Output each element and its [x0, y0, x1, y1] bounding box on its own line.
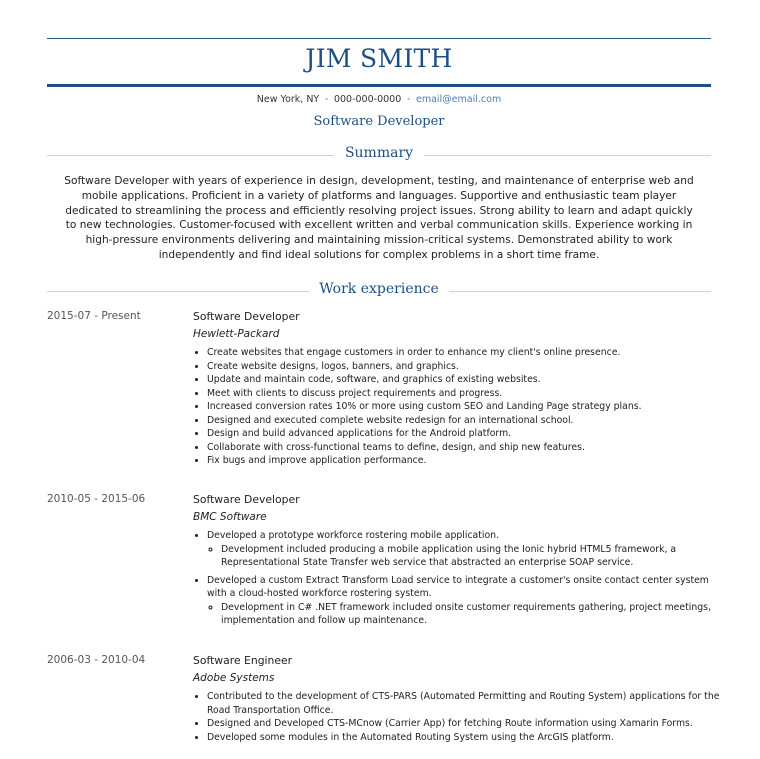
job-bullets — [193, 346, 725, 468]
list-item: • Update and maintain code, software, and graphics of existing websites. — [207, 373, 725, 387]
job-bullets — [193, 529, 725, 632]
list-item: • Meet with clients to discuss project requirements and progress. — [207, 387, 725, 401]
list-item: • Create website designs, logos, banners, and graphics. — [207, 360, 725, 374]
job-dates: 2015-07 - Present — [47, 310, 141, 322]
list-item: • Developed some modules in the Automated Routing System using the ArcGIS platform. — [207, 731, 725, 745]
experience-section-heading — [47, 281, 711, 301]
list-item — [207, 529, 725, 570]
summary-section-heading — [47, 145, 711, 165]
job-dates: 2006-03 - 2010-04 — [47, 654, 146, 666]
list-item: ◦ Development in C# .NET framework included onsite customer requirements gathering, project meetings, implementation and follow up maintenance. — [221, 601, 725, 628]
list-item: • Increased conversion rates 10% or more using custom SEO and Landing Page strategy plans. — [207, 400, 725, 414]
list-item — [207, 574, 725, 628]
phone: 000-000-0000 — [333, 94, 402, 105]
candidate-name: JIM SMITH — [305, 44, 453, 73]
summary-heading: Summary — [335, 145, 423, 161]
list-item: • Designed and Developed CTS-MCnow (Carrier App) for fetching Route information using Xamarin Forms. — [207, 717, 725, 731]
list-item: • Contributed to the development of CTS-PARS (Automated Permitting and Routing System) applications for the Road Transportation Office. — [207, 690, 725, 717]
job-title: Software Developer — [193, 310, 300, 323]
list-item: • Create websites that engage customers in order to enhance my client's online presence. — [207, 346, 725, 360]
professional-headline: Software Developer — [313, 114, 445, 129]
job-company: Adobe Systems — [193, 672, 275, 684]
name-rule — [47, 84, 711, 87]
list-item: • Design and build advanced applications for the Android platform. — [207, 427, 725, 441]
bullet-text: Developed a custom Extract Transform Load service to integrate a customer's onsite contact center system with a cloud-hosted workforce rostering system. — [207, 574, 709, 599]
job-company: BMC Software — [193, 511, 267, 523]
job-dates: 2010-05 - 2015-06 — [47, 493, 146, 505]
list-item: • Designed and executed complete website redesign for an international school. — [207, 414, 725, 428]
email-link[interactable]: email@email.com — [415, 94, 502, 105]
job-bullets — [193, 690, 725, 744]
separator-dot: • — [324, 95, 329, 104]
separator-dot: • — [406, 95, 411, 104]
contact-line — [47, 94, 711, 105]
job-title: Software Engineer — [193, 654, 293, 667]
job-company: Hewlett-Packard — [193, 328, 280, 340]
list-item: • Fix bugs and improve application performance. — [207, 454, 725, 468]
bullet-text: Developed a prototype workforce rostering mobile application. — [207, 530, 500, 541]
sub-bullets — [207, 601, 725, 628]
list-item: • Collaborate with cross-functional teams to define, design, and ship new features. — [207, 441, 725, 455]
job-title: Software Developer — [193, 493, 300, 506]
list-item: ◦ Development included producing a mobile application using the Ionic hybrid HTML5 framework, a Representational State Transfer web service that abstracted an enterprise SOAP service. — [221, 543, 725, 570]
sub-bullets — [207, 543, 725, 570]
summary-text: Software Developer with years of experience in design, development, testing, and maintenance of enterprise web and mobile applications. Proficient in a variety of platforms and languages. Supportive and enthusiastic team player dedicated to streamlining the process and efficiently resolving project issues. Strong ability to learn and adapt quickly to new technologies. Customer-focused with excellent written and verbal communication skills. Experience working in high-pressure environments delivering and maintaining mission-critical systems. Demonstrated ability to work independently and find ideal solutions for complex problems in a short time frame. — [64, 175, 694, 261]
experience-heading: Work experience — [309, 281, 449, 297]
location: New York, NY — [256, 94, 320, 105]
top-rule — [47, 38, 711, 39]
